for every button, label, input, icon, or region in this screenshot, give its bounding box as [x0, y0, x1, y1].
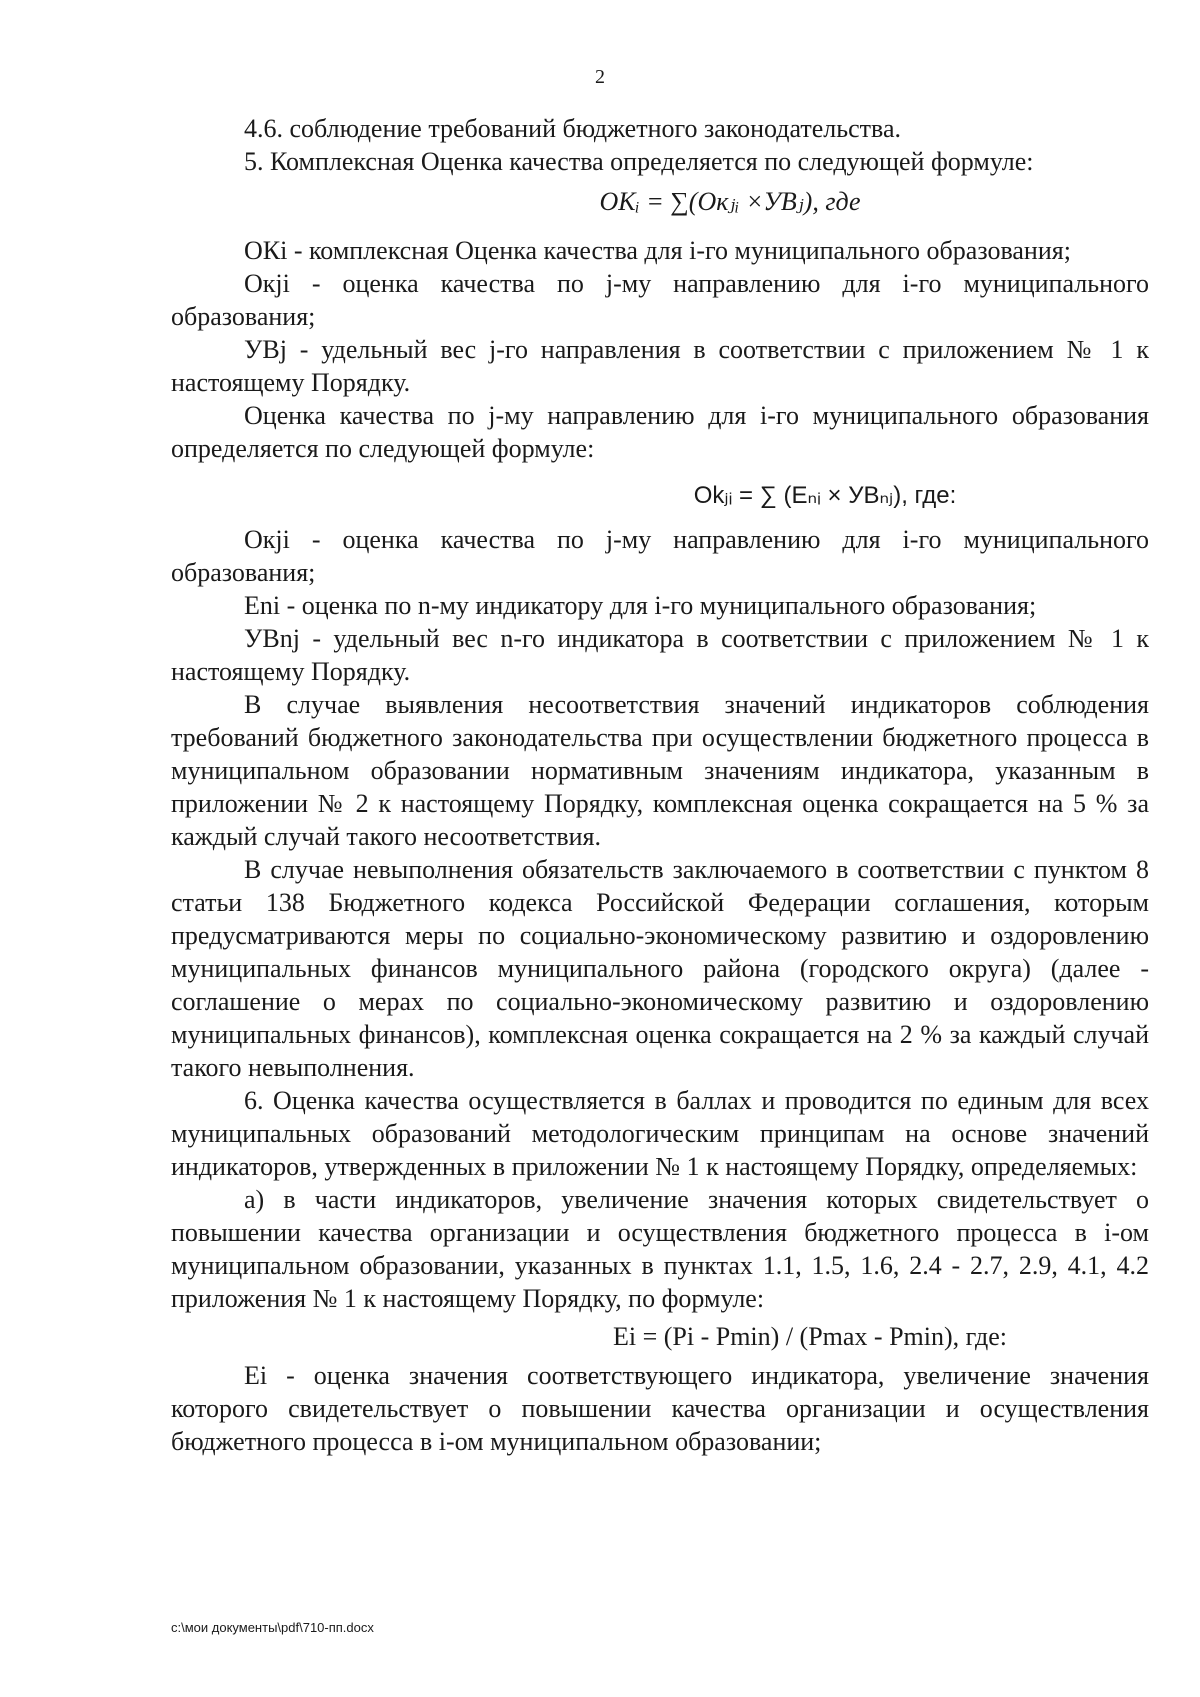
para-case-1: В случае выявления несоответствия значений индикаторов соблюдения требований бюджетного законодательства при осуществлении бюджетного процесса в муниципальном образовании нормативным значениям индикатора, указанным в приложении № 2 к настоящему Порядку, комплексная оценка сокращается на 5 % за каждый случай такого несоответствия. [171, 690, 1149, 851]
def-okji: Окji - оценка качества по j-му направлению для i-го муниципального образования; [171, 269, 1149, 331]
def-uvj: УВj - удельный вес j-го направления в соответствии с приложением № 1 к настоящему Порядку. [171, 335, 1149, 397]
formula-ei-text: Ei = (Pi - Pmin) / (Pmax - Pmin), где: [612, 1322, 1008, 1351]
para-6: 6. Оценка качества осуществляется в баллах и проводится по единым для всех муниципальных образований методологическим принципам на основе значений индикаторов, утвержденных в приложении № 1 к настоящему Порядку, определяемых: [171, 1086, 1149, 1181]
formula-ok-text: OKᵢ = ∑(Окⱼᵢ ×УВⱼ), где [599, 187, 861, 216]
para-case-2: В случае невыполнения обязательств заключаемого в соответствии с пунктом 8 статьи 138 Бюджетного кодекса Российской Федерации соглашения, которым предусматриваются меры по социально-экономическому развитию и оздоровлению муниципальных финансов муниципального района (городского округа) (далее - соглашение о мерах по социально-экономическому развитию и оздоровлению муниципальных финансов), комплексная оценка сокращается на 2 % за каждый случай такого невыполнения. [171, 855, 1149, 1082]
document-body [171, 112, 1149, 1458]
def-okji-2: Окji - оценка качества по j-му направлению для i-го муниципального образования; [171, 525, 1149, 587]
def-ei: Ei - оценка значения соответствующего индикатора, увеличение значения которого свидетельствует о повышении качества организации и осуществления бюджетного процесса в i-ом муниципальном образовании; [171, 1361, 1149, 1456]
para-5: 5. Комплексная Оценка качества определяется по следующей формуле: [244, 147, 1034, 176]
formula-ei [171, 1315, 1149, 1359]
formula-okji-text: Okⱼᵢ = ∑ (Eₙᵢ × УВₙⱼ), где: [693, 482, 957, 509]
def-eni: Eni - оценка по n-му индикатору для i-го муниципального образования; [244, 591, 1037, 620]
okj-intro: Оценка качества по j-му направлению для i-го муниципального образования определяется по следующей формуле: [171, 401, 1149, 463]
def-uvnj: УВnj - удельный вес n-го индикатора в соответствии с приложением № 1 к настоящему Порядку. [171, 624, 1149, 686]
formula-ok [171, 178, 1149, 228]
formula-okji [171, 465, 1149, 523]
def-ok: ОКi - комплексная Оценка качества для i-го муниципального образования; [244, 236, 1071, 265]
para-a: а) в части индикаторов, увеличение значения которых свидетельствует о повышении качества организации и осуществления бюджетного процесса в i-ом муниципальном образовании, указанных в пунктах 1.1, 1.5, 1.6, 2.4 - 2.7, 2.9, 4.1, 4.2 приложения № 1 к настоящему Порядку, по формуле: [171, 1185, 1149, 1313]
file-path-footer: c:\мои документы\pdf\710-пп.docx [171, 1620, 374, 1635]
page-number: 2 [595, 66, 605, 88]
para-4-6: 4.6. соблюдение требований бюджетного законодательства. [244, 114, 902, 143]
